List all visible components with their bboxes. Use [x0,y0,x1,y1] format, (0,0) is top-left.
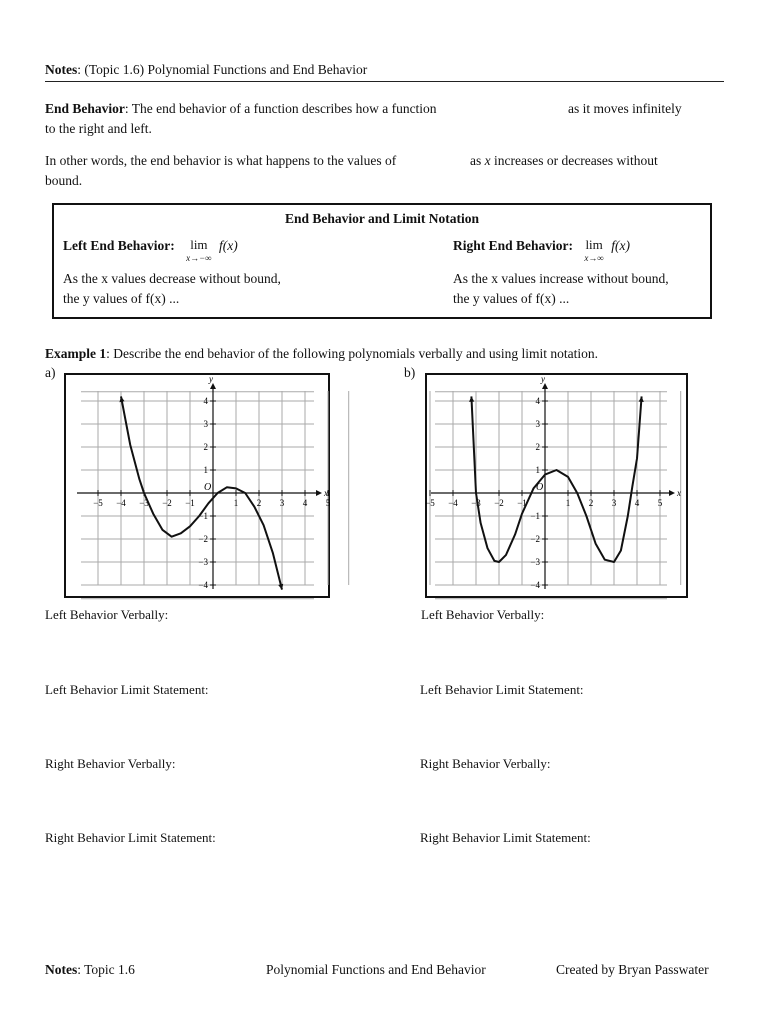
origin-label: O [204,482,212,493]
a-left-limit-prompt: Left Behavior Limit Statement: [45,682,209,697]
x-tick-label: 4 [634,498,640,508]
a-right-limit-prompt: Right Behavior Limit Statement: [45,830,216,845]
y-tick-label: −3 [198,557,208,567]
other-words-text-3: bound. [45,173,83,188]
footer-topic [45,962,135,978]
x-tick-label: 3 [611,498,617,508]
b-left-verbal-prompt: Left Behavior Verbally: [421,607,545,622]
left-lim-fx: f(x) [219,238,238,253]
graph-a [64,373,330,598]
footer-title: Polynomial Functions and End Behavior [266,962,486,977]
y-tick-label: 2 [535,442,540,452]
other-words-increase: increases or decreases without [494,153,658,168]
x-tick-label: −4 [116,498,126,508]
left-desc-line-1: As the x values decrease without bound, [63,271,281,286]
other-words-text-1: In other words, the end behavior is what happens to the values of [45,153,397,168]
footer-author: Created by Bryan Passwater [556,962,709,977]
left-lim-sub: x→−∞ [186,253,212,263]
other-words-var: x [484,153,491,168]
left-end-behavior-row: Left End Behavior: lim x→−∞ f(x) [63,237,238,263]
right-lim-word: lim [585,237,603,252]
x-tick-label: 4 [302,498,308,508]
graph-b-plot [427,375,686,596]
graph-b [425,373,688,598]
left-limit-notation [186,238,211,265]
x-tick-label: 1 [565,498,571,508]
origin-label: O [536,482,544,493]
part-b-label: b) [404,365,416,380]
right-lim-sub: x→∞ [584,253,604,263]
definition-text-1: : The end behavior of a function describes how a function [124,101,437,116]
y-axis-label: y [541,374,545,384]
left-end-description [63,269,281,309]
x-axis-arrow [669,490,675,496]
x-tick-label: −5 [93,498,103,508]
curve-end-arrow [639,396,644,402]
b-left-limit-prompt: Left Behavior Limit Statement: [420,682,584,697]
example-label: Example 1 [45,346,107,361]
y-tick-label: −4 [198,580,208,590]
left-lim-word: lim [190,237,208,252]
a-left-verbal-prompt: Left Behavior Verbally: [45,607,169,622]
footer-notes-label: Notes [45,962,78,977]
definition-text-3: to the right and left. [45,121,152,136]
y-axis-label: y [209,374,213,384]
x-axis-arrow [316,490,322,496]
x-tick-label: −3 [471,498,481,508]
left-end-label: Left End Behavior [63,238,171,253]
x-axis-label: x [324,488,328,498]
right-end-behavior-row: Right End Behavior: lim x→∞ f(x) [453,237,630,263]
y-tick-label: 3 [535,419,540,429]
right-lim-fx: f(x) [611,238,630,253]
x-tick-label: −2 [494,498,504,508]
y-tick-label: −1 [530,511,540,521]
y-tick-label: −4 [530,580,540,590]
example-1-heading [45,344,725,364]
right-limit-notation [584,238,603,265]
b-right-verbal-prompt: Right Behavior Verbally: [420,756,551,771]
x-tick-label: −4 [448,498,458,508]
x-tick-label: −2 [162,498,172,508]
y-tick-label: 2 [203,442,208,452]
part-a-label: a) [45,365,56,380]
x-axis-label: x [677,488,681,498]
x-tick-label: 2 [256,498,262,508]
example-instruction: : Describe the end behavior of the following polynomials verbally and using limit notation. [106,346,599,361]
polynomial-curve [471,396,641,562]
x-tick-label: 3 [279,498,285,508]
header-topic: : (Topic 1.6) Polynomial Functions and End Behavior [77,62,368,77]
limit-notation-box [52,203,712,319]
x-tick-label: −3 [139,498,149,508]
left-desc-line-2: the y values of f(x) ... [63,291,180,306]
definition-text-2: as it moves infinitely [568,101,682,116]
footer-topic-text: : Topic 1.6 [77,962,135,977]
right-end-description [453,269,669,309]
y-tick-label: −1 [198,511,208,521]
curve-end-arrow [469,396,474,402]
y-tick-label: −3 [530,557,540,567]
x-tick-label: −1 [517,498,527,508]
y-tick-label: 4 [203,396,208,406]
y-tick-label: −2 [530,534,540,544]
x-tick-label: −1 [185,498,195,508]
x-tick-label: 5 [657,498,663,508]
graph-a-plot [66,374,331,596]
header-divider [45,81,724,82]
definition-term: End Behavior [45,101,125,116]
a-right-verbal-prompt: Right Behavior Verbally: [45,756,176,771]
right-desc-line-2: the y values of f(x) ... [453,291,570,306]
y-tick-label: 1 [535,465,540,475]
right-desc-line-1: As the x values increase without bound, [453,271,669,286]
x-tick-label: 5 [325,498,331,508]
header-notes-label: Notes [45,62,78,77]
x-tick-label: 1 [233,498,239,508]
other-words-text-2 [470,151,658,171]
b-right-limit-prompt: Right Behavior Limit Statement: [420,830,591,845]
y-tick-label: −2 [198,534,208,544]
notation-box-title: End Behavior and Limit Notation [284,211,480,226]
other-words-as: as [470,153,482,168]
page-header [45,62,367,78]
x-tick-label: −5 [425,498,435,508]
y-tick-label: 1 [203,465,208,475]
x-tick-label: 2 [588,498,594,508]
y-tick-label: 3 [203,419,208,429]
y-tick-label: 4 [535,396,540,406]
right-end-label: Right End Behavior [453,238,569,253]
